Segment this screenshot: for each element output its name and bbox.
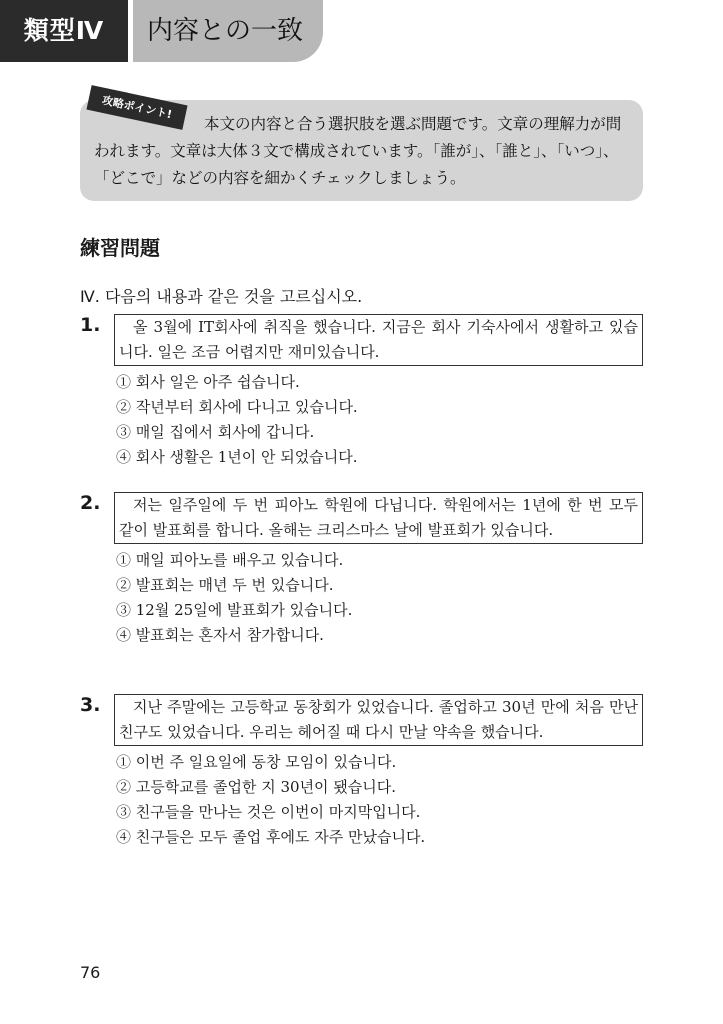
passage-text: 올 3월에 IT회사에 취직을 했습니다. 지금은 회사 기숙사에서 생활하고 있습니다. 일은 조금 어렵지만 재미있습니다. bbox=[119, 318, 638, 361]
tip-text: 本文の内容と合う選択肢を選ぶ問題です。文章の理解力が問われます。文章は大体３文で構成されています。「誰が」、「誰と」、「いつ」、「どこで」などの内容を細かくチェックしましょう。 bbox=[94, 115, 622, 187]
option-3[interactable]: ③ 12월 25일에 발표회가 있습니다. bbox=[116, 601, 353, 619]
question-type-tag: 類型Ⅳ bbox=[0, 0, 128, 62]
option-4[interactable]: ④ 발표회는 혼자서 참가합니다. bbox=[116, 626, 324, 644]
option-4[interactable]: ④ 친구들은 모두 졸업 후에도 자주 만났습니다. bbox=[116, 828, 426, 846]
question-3 bbox=[80, 694, 643, 850]
passage-text: 저는 일주일에 두 번 피아노 학원에 다닙니다. 학원에서는 1년에 한 번 모두 같이 발표회를 합니다. 올해는 크리스마스 날에 발표회가 있습니다. bbox=[119, 496, 638, 539]
tip-badge: 攻略ポイント! bbox=[86, 85, 187, 130]
answer-options bbox=[116, 370, 643, 470]
question-number: 1. bbox=[80, 314, 101, 336]
passage-box bbox=[114, 314, 643, 366]
passage-box bbox=[114, 492, 643, 544]
page-number: 76 bbox=[80, 963, 101, 982]
option-4[interactable]: ④ 회사 생활은 1년이 안 되었습니다. bbox=[116, 448, 358, 466]
answer-options bbox=[116, 750, 643, 850]
passage-text: 지난 주말에는 고등학교 동창회가 있었습니다. 졸업하고 30년 만에 처음 만난 친구도 있었습니다. 우리는 헤어질 때 다시 만날 약속을 했습니다. bbox=[119, 698, 638, 741]
question-number: 3. bbox=[80, 694, 101, 716]
chapter-title: 内容との一致 bbox=[133, 0, 323, 62]
question-1 bbox=[80, 314, 643, 470]
instruction: Ⅳ. 다음의 내용과 같은 것을 고르십시오. bbox=[80, 287, 363, 306]
option-1[interactable]: ① 회사 일은 아주 쉽습니다. bbox=[116, 373, 300, 391]
answer-options bbox=[116, 548, 643, 648]
section-title: 練習問題 bbox=[80, 236, 160, 260]
option-1[interactable]: ① 이번 주 일요일에 동창 모임이 있습니다. bbox=[116, 753, 397, 771]
question-number: 2. bbox=[80, 492, 101, 514]
passage-box bbox=[114, 694, 643, 746]
option-2[interactable]: ② 작년부터 회사에 다니고 있습니다. bbox=[116, 398, 358, 416]
option-1[interactable]: ① 매일 피아노를 배우고 있습니다. bbox=[116, 551, 344, 569]
option-2[interactable]: ② 발표회는 매년 두 번 있습니다. bbox=[116, 576, 334, 594]
option-3[interactable]: ③ 매일 집에서 회사에 갑니다. bbox=[116, 423, 315, 441]
question-2 bbox=[80, 492, 643, 648]
option-3[interactable]: ③ 친구들을 만나는 것은 이번이 마지막입니다. bbox=[116, 803, 421, 821]
option-2[interactable]: ② 고등학교를 졸업한 지 30년이 됐습니다. bbox=[116, 778, 397, 796]
